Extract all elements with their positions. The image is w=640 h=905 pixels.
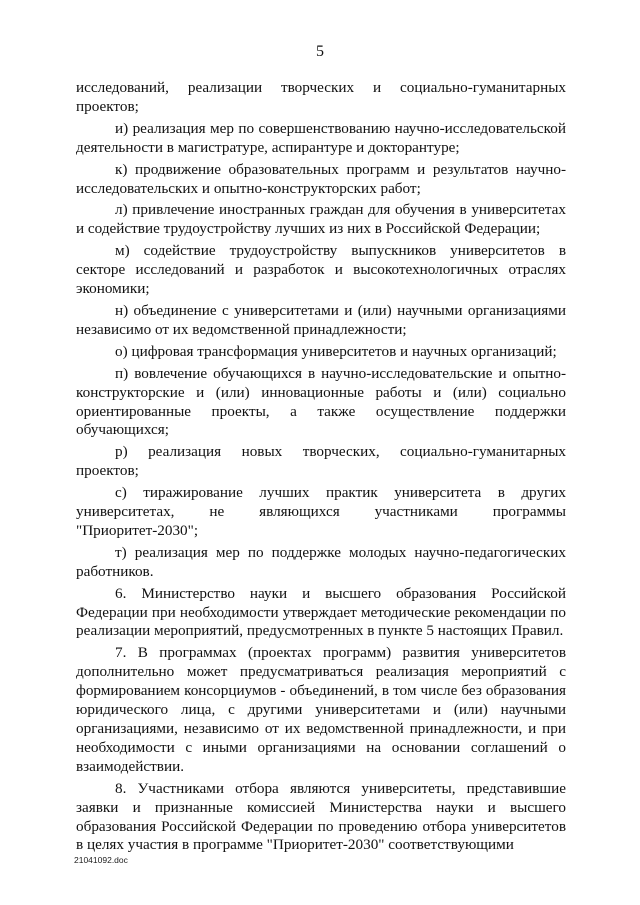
paragraph-item-k: к) продвижение образовательных программ и результатов научно-исследовательских и опытно-конструкторских работ;: [76, 160, 566, 197]
paragraph-point-8: 8. Участниками отбора являются университеты, представившие заявки и признанные комиссией Министерства науки и высшего образования Российской Федерации по проведению отбора университетов в целях участия в программе "Приоритет-2030" соответствующими: [76, 779, 566, 854]
paragraph-continuation: исследований, реализации творческих и социально-гуманитарных проектов;: [76, 79, 566, 115]
paragraph-item-n: н) объединение с университетами и (или) научными организациями независимо от их ведомственной принадлежности;: [76, 301, 566, 338]
paragraph-item-i: и) реализация мер по совершенствованию научно-исследовательской деятельности в магистратуре, аспирантуре и докторантуре;: [76, 119, 566, 156]
paragraph-item-o: о) цифровая трансформация университетов и научных организаций;: [115, 342, 557, 360]
paragraph-item-t: т) реализация мер по поддержке молодых научно-педагогических работников.: [76, 543, 566, 580]
paragraph-point-6: 6. Министерство науки и высшего образования Российской Федерации при необходимости утверждает методические рекомендации по реализации мероприятий, предусмотренных в пункте 5 настоящих Правил.: [76, 584, 566, 640]
paragraph-item-l: л) привлечение иностранных граждан для обучения в университетах и содействие трудоустройству лучших из них в Российской Федерации;: [76, 201, 566, 238]
document-body: [76, 79, 566, 858]
paragraph-item-m: м) содействие трудоустройству выпускников университетов в секторе исследований и разработок и высокотехнологичных отраслях экономики;: [76, 242, 566, 298]
paragraph-item-p: п) вовлечение обучающихся в научно-исследовательские и опытно-конструкторские и (или) инновационные работы и (или) социально ориентированные проекты, а также осуществление поддержки обучающихся;: [76, 364, 566, 439]
paragraph-item-r: р) реализация новых творческих, социально-гуманитарных проектов;: [76, 443, 566, 480]
paragraph-item-s: с) тиражирование лучших практик университета в других университетах, не являющихся участниками программы "Приоритет-2030";: [76, 484, 566, 539]
paragraph-point-7: 7. В программах (проектах программ) развития университетов дополнительно может предусматриваться реализация мероприятий с формированием консорциумов - объединений, в том числе без образования юридического лица, с другими университетами и (или) научными организациями, независимо от их ведомственной принадлежности, и при необходимости с иными организациями на основании соглашений о взаимодействии.: [76, 644, 566, 775]
page-number: 5: [316, 43, 324, 60]
document-file-code: 21041092.doc: [74, 855, 128, 865]
